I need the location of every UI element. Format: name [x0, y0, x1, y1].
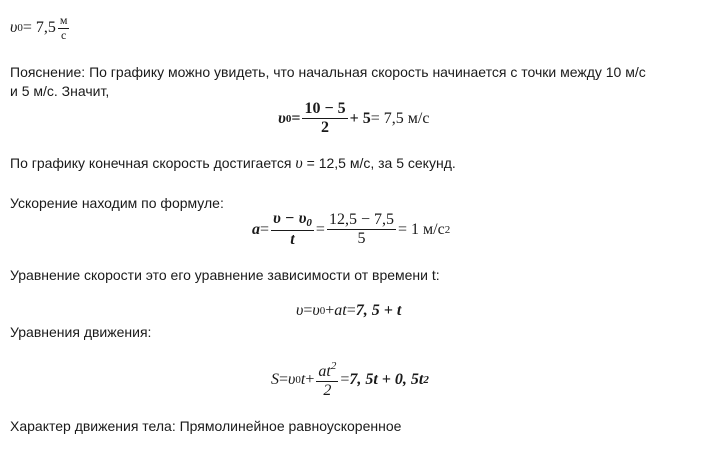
t-symbol: t	[300, 371, 306, 389]
superscript-two: 2	[330, 360, 337, 372]
result: = 7,5 м/с	[370, 109, 430, 127]
v0-symbol: υ	[288, 371, 296, 389]
final-speed-line	[10, 155, 456, 173]
final-speed-pre: По графику конечная скорость достигается	[10, 155, 296, 171]
fraction	[302, 100, 347, 138]
numeric-fraction	[327, 211, 396, 249]
result: 7, 5t + 0, 5t	[349, 371, 424, 389]
numerator	[316, 360, 338, 382]
initial-speed-formula	[10, 14, 71, 43]
plus-sign: +	[305, 371, 315, 389]
motion-character: Характер движения тела: Прямолинейное равноускоренное	[10, 418, 402, 434]
subscript-zero: 0	[295, 374, 301, 387]
result-superscript: 2	[423, 374, 429, 387]
v-symbol: υ	[296, 302, 304, 319]
explanation-line-2: и 5 м/с. Значит,	[10, 83, 110, 99]
unit-denominator: с	[61, 27, 67, 42]
numerator-base: at	[318, 363, 331, 380]
equals-sign-2: =	[315, 220, 325, 238]
equals-sign: =	[279, 371, 289, 389]
v-symbol: υ	[10, 19, 18, 37]
minus-sign: −	[280, 210, 299, 227]
unit-fraction	[58, 14, 70, 43]
equals-sign-2: =	[346, 302, 356, 319]
denominator: 2	[321, 119, 330, 137]
numerator: 10 − 5	[302, 100, 347, 119]
subscript-zero: 0	[319, 305, 326, 317]
fraction	[316, 360, 338, 401]
result: 7, 5 + t	[355, 302, 402, 319]
subscript-zero: 0	[306, 217, 312, 229]
plus-sign: +	[325, 302, 335, 319]
equals-sign: =	[291, 109, 301, 127]
initial-speed-equation	[278, 100, 429, 138]
final-speed-post: = 12,5 м/с, за 5 секунд.	[302, 155, 456, 171]
v-symbol: υ	[278, 109, 286, 127]
unit-numerator: м	[59, 13, 68, 27]
v0-symbol: υ	[298, 210, 307, 227]
equals-sign: =	[303, 302, 313, 319]
subscript-zero: 0	[285, 112, 292, 125]
denominator: t	[290, 230, 295, 248]
result: = 1 м/с	[397, 220, 445, 238]
motion-equation-intro: Уравнения движения:	[10, 324, 152, 340]
subscript-zero: 0	[17, 22, 23, 35]
denominator: 5	[357, 230, 366, 248]
acceleration-intro: Ускорение находим по формуле:	[10, 195, 224, 211]
acceleration-equation	[252, 210, 450, 249]
superscript-two: 2	[444, 223, 451, 236]
plus-term: + 5	[349, 109, 371, 127]
denominator: 2	[323, 382, 332, 400]
at-term: at	[334, 302, 347, 319]
equals-sign-2: =	[340, 371, 350, 389]
motion-equation	[271, 360, 429, 401]
v-symbol: υ	[295, 155, 303, 172]
symbolic-fraction	[271, 210, 314, 249]
a-symbol: a	[252, 220, 260, 238]
equals-sign: =	[260, 220, 270, 238]
numerator	[271, 210, 314, 231]
v-symbol: υ	[273, 210, 281, 227]
value-text: = 7,5	[22, 19, 56, 37]
speed-equation	[296, 302, 401, 320]
explanation-line-1: Пояснение: По графику можно увидеть, что начальная скорость начинается с точки между 10 м/с	[10, 64, 646, 80]
speed-equation-intro: Уравнение скорости это его уравнение зависимости от времени t:	[10, 267, 440, 283]
s-symbol: S	[271, 371, 279, 389]
v0-symbol: υ	[312, 302, 320, 319]
numerator: 12,5 − 7,5	[327, 211, 396, 230]
